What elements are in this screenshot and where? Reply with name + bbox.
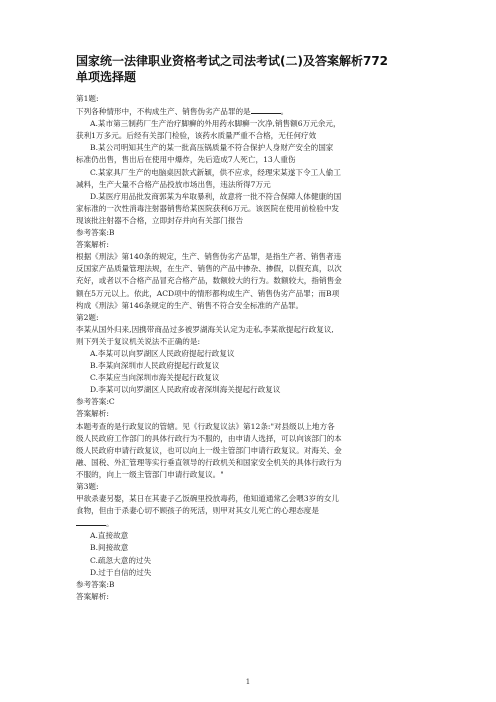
line-text: 反国家产品质量管理法规，在生产、销售的产品中掺杂、掺假，以假充真，以次 [76, 264, 342, 274]
line-text: 答案解析: [76, 409, 109, 419]
line-text: 减料，生产大量不合格产品投放市场出售，违法所得7万元 [76, 179, 271, 189]
line-text: A.直接故意 [90, 531, 129, 541]
line-text: C.疏忽大意的过失 [90, 555, 152, 565]
line-suffix: 。 [106, 519, 114, 529]
text-line [76, 288, 421, 300]
line-text: 参考答案:C [76, 397, 115, 407]
line-text: 标准仍出售，售出后在使用中爆炸，先后造成7人死亡，13人重伤 [76, 155, 296, 165]
line-text: 第3题: [76, 482, 99, 491]
text-line [76, 130, 421, 142]
line-text: C.某家具厂生产的电脑桌因款式新颖，供不应求，经理宋某遂下令工人偷工 [90, 167, 341, 177]
text-line [76, 118, 421, 130]
text-line [76, 360, 421, 372]
line-text: 食物，但由于杀妻心切不顾孩子的死活，则甲对其女儿死亡的心理态度是 [76, 506, 319, 516]
text-line [76, 445, 421, 457]
text-line [76, 396, 421, 408]
text-line [76, 179, 421, 191]
line-text: 李某从国外归来,因携带商品过多被罗湖海关认定为走私,李某欲提起行政复议, [76, 324, 334, 334]
text-line [76, 493, 421, 505]
text-line [76, 167, 421, 179]
text-line [76, 300, 421, 312]
text-line [76, 191, 421, 203]
text-line [76, 336, 421, 348]
text-line [76, 142, 421, 154]
text-line [76, 154, 421, 166]
line-text: 答案解析: [76, 240, 109, 250]
line-text: 额在5万元以上。依此，ACD项中的情形都构成生产、销售伪劣产品罪；而B项 [76, 288, 340, 298]
text-line [76, 251, 421, 263]
text-line [76, 469, 421, 481]
document-body [76, 93, 421, 603]
line-text: 构成《刑法》第146条规定的生产、销售不符合安全标准的产品罪。 [76, 300, 304, 310]
text-line [76, 227, 421, 239]
page-number: 1 [245, 678, 251, 686]
text-line [76, 591, 421, 603]
text-line [76, 93, 421, 105]
text-line [76, 433, 421, 445]
page-title: 国家统一法律职业资格考试之司法考试(二)及答案解析772 [76, 54, 389, 68]
line-text: 甲欲杀妻另娶，某日在其妻子乙饭碗里投放毒药，他知道通常乙会喂3岁的女儿 [76, 494, 340, 504]
line-text: D.过于自信的过失 [90, 567, 152, 577]
line-text: 第2题: [76, 312, 99, 322]
text-line [76, 275, 421, 287]
line-text: B.某公司明知其生产的某一批高压锅质量不符合保护人身财产安全的国家 [90, 143, 334, 153]
line-text: D.李某可以向罗湖区人民政府或者深圳海关提起行政复议 [90, 385, 281, 395]
answer-blank [76, 517, 106, 526]
line-text: A.李某可以向罗湖区人民政府提起行政复议 [90, 348, 235, 358]
text-line [76, 542, 421, 554]
line-text: 参考答案:B [76, 579, 115, 589]
line-text: B.间接故意 [90, 543, 129, 553]
text-line [76, 579, 421, 591]
text-line [76, 105, 421, 118]
line-text: C.李某应当向深圳市海关提起行政复议 [90, 373, 220, 383]
text-line [76, 215, 421, 227]
document-title [76, 53, 436, 85]
text-line [76, 384, 421, 396]
section-heading: 单项选择题 [76, 70, 137, 84]
line-text: B.李某向深圳市人民政府提起行政复议 [90, 361, 220, 371]
text-line [76, 239, 421, 251]
answer-blank [251, 105, 281, 114]
line-text: 本题考查的是行政复议的管辖。见《行政复议法》第12条:"对县级以上地方各 [76, 421, 335, 431]
line-text: 现该批注射器不合格，立即封存并向有关部门报告 [76, 215, 244, 225]
line-text: 获利1万多元。后经有关部门检验，该药水质量严重不合格，无任何疗效 [76, 131, 317, 141]
line-text: 则下列关于复议机关说法不正确的是: [76, 336, 201, 346]
text-line [76, 312, 421, 324]
text-line [76, 505, 421, 517]
line-text: 第1题: [76, 94, 99, 103]
line-text: A.某市第三制药厂生产治疗脚癣的外用药水脚癣一次净,销售额6万元余元， [90, 119, 341, 129]
line-text: 充好，或者以不合格产品冒充合格产品，数额较大的行为。数额较大，指销售金 [76, 276, 342, 286]
text-line [76, 421, 421, 433]
text-line [76, 530, 421, 542]
line-text: D.某医疗用品批发商郭某为牟取暴利，故意将一批不符合保障人体健康的国 [90, 191, 342, 201]
text-line [76, 517, 421, 530]
line-text: 答案解析: [76, 591, 109, 601]
text-line [76, 555, 421, 567]
line-text: 下列各种情形中，不构成生产、销售伪劣产品罪的是 [76, 107, 251, 117]
text-line [76, 408, 421, 420]
line-text: 家标准的一次性消毒注射器销售给某医院获利6万元。该医院在使用前检验中发 [76, 203, 340, 213]
line-text: 根据《刑法》第140条的规定，生产、销售伪劣产品罪，是指生产者、销售者违 [76, 252, 342, 262]
line-text: 参考答案:B [76, 228, 115, 238]
text-line [76, 481, 421, 493]
line-suffix: 。 [280, 107, 289, 117]
text-line [76, 203, 421, 215]
text-line [76, 567, 421, 579]
text-line [76, 457, 421, 469]
text-line [76, 372, 421, 384]
line-text: 级人民政府申请行政复议，也可以向上一级主管部门申请行政复议。对海关、金 [76, 445, 342, 455]
text-line [76, 348, 421, 360]
text-line [76, 263, 421, 275]
line-text: 级人民政府工作部门的具体行政行为不服的，由申请人选择，可以向该部门的本 [76, 433, 342, 443]
text-line [76, 324, 421, 336]
line-text: 融、国税、外汇管理等实行垂直领导的行政机关和国家安全机关的具体行政行为 [76, 457, 342, 467]
line-text: 不服的，向上一级主管部门申请行政复议。" [76, 469, 224, 479]
